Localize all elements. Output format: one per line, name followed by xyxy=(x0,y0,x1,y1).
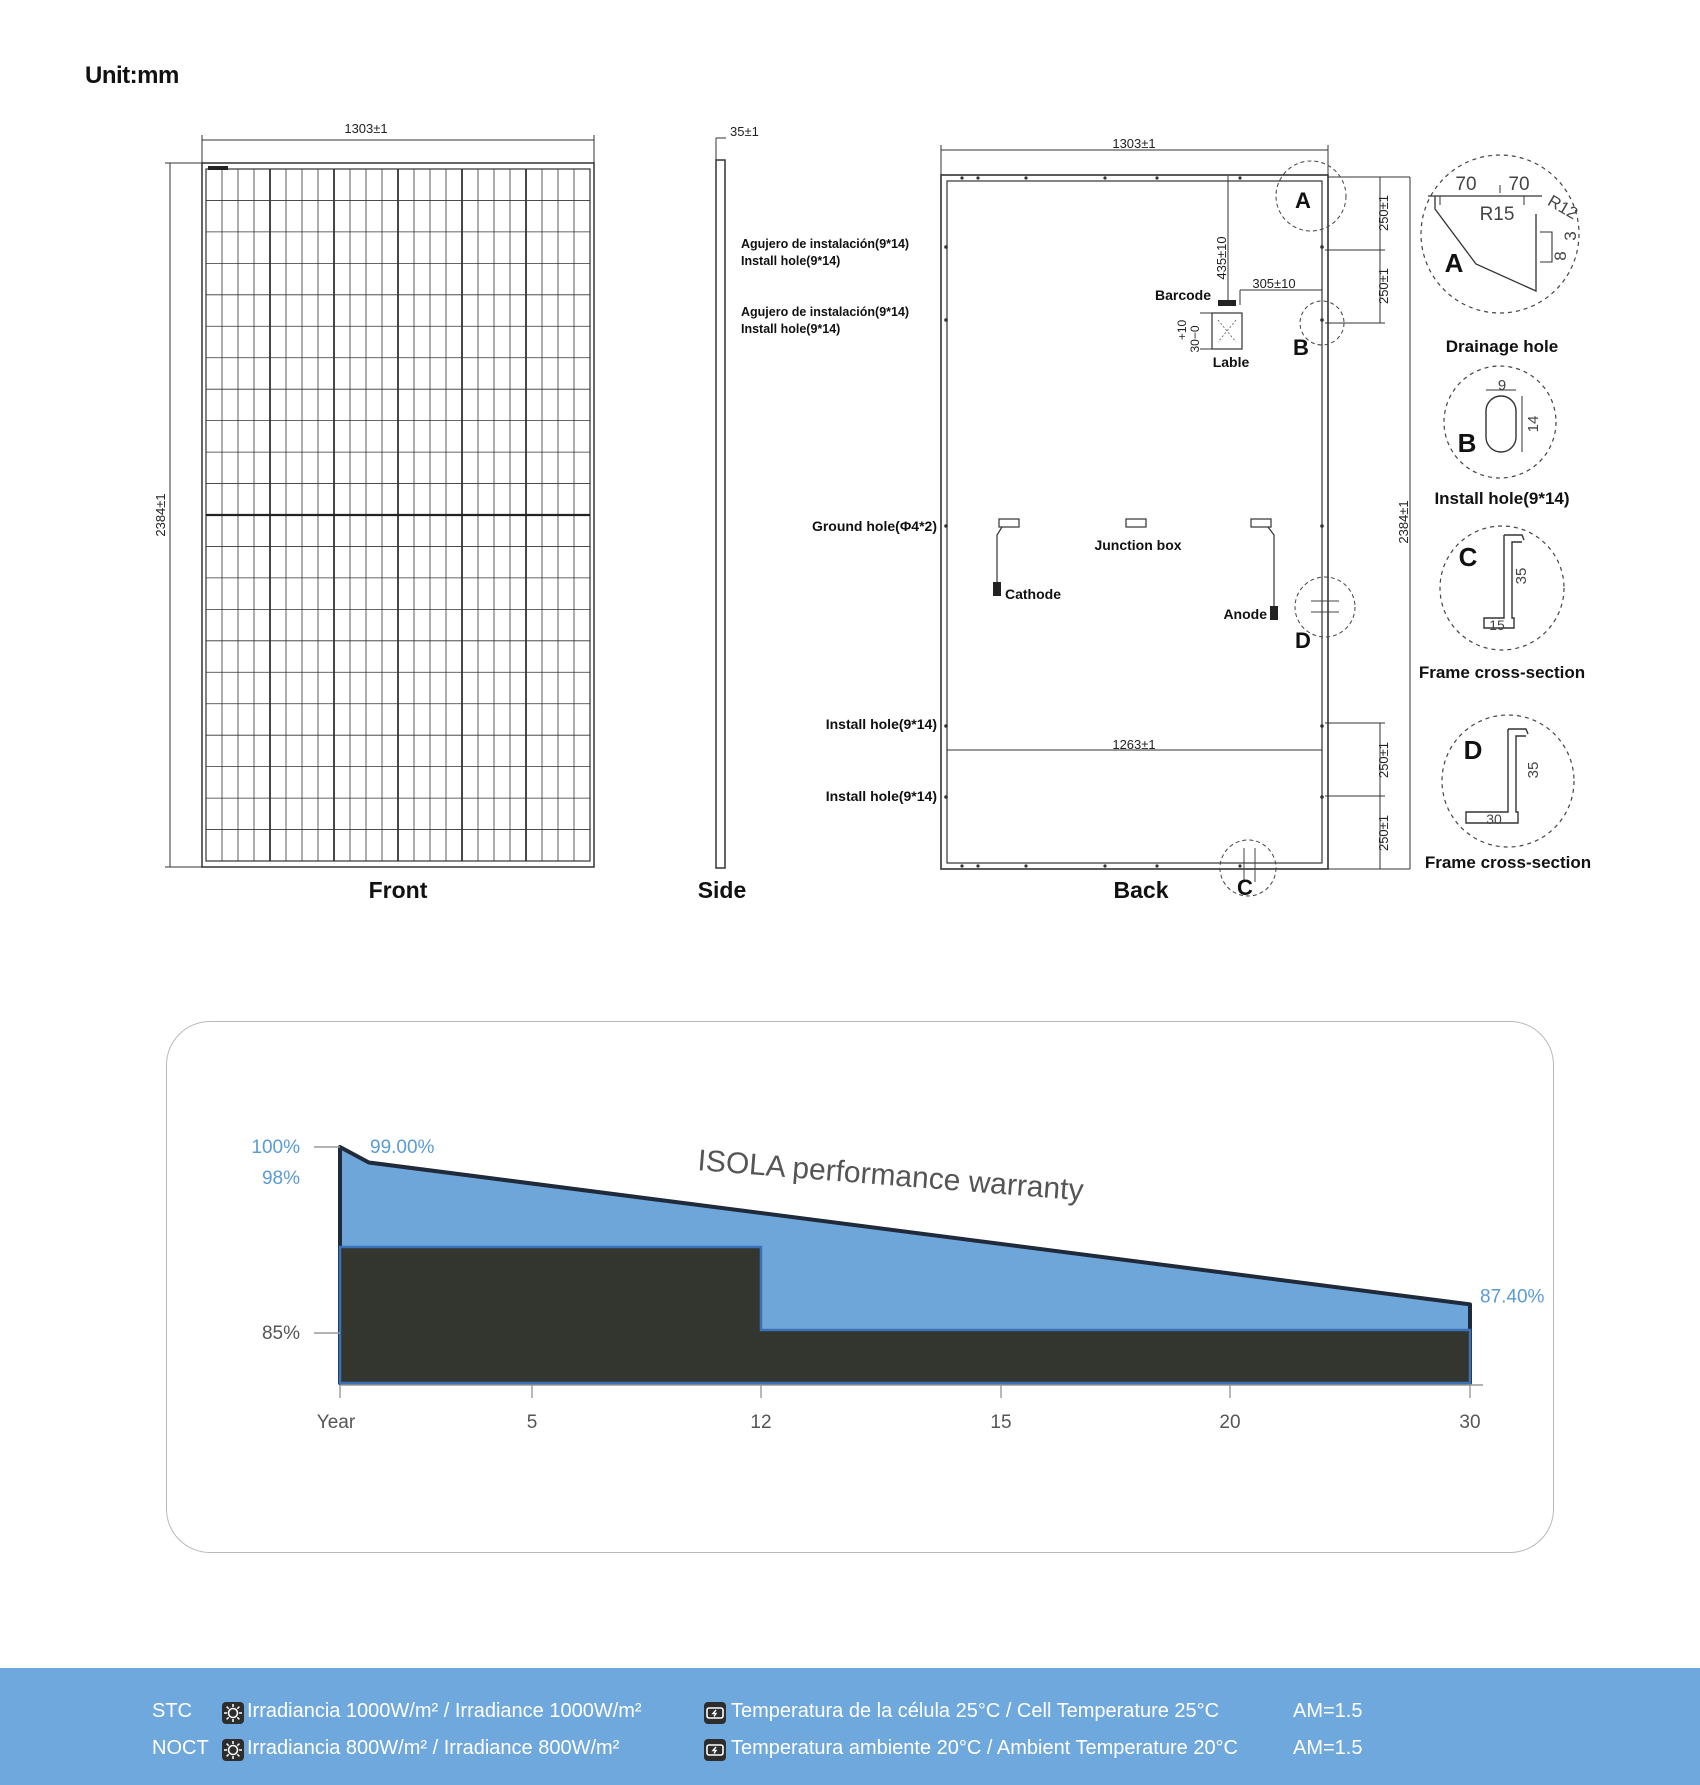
install-hole-label-4: Install hole(9*14) xyxy=(825,788,937,804)
footer-row-name: STC xyxy=(152,1700,192,1722)
detail-a-dim-1: 70 xyxy=(1455,174,1477,195)
install-hole-label-1a: Agujero de instalación(9*14) xyxy=(741,237,910,251)
hole-spacing-dim-3: 250±1 xyxy=(1376,741,1391,779)
ground-hole-label: Ground hole(Φ4*2) xyxy=(811,518,937,534)
footer-irradiance: Irradiancia 1000W/m² / Irradiance 1000W/m² xyxy=(247,1700,642,1722)
detail-a-letter: A xyxy=(1444,248,1464,278)
data-label: 87.40% xyxy=(1480,1286,1545,1308)
detail-c-letter: C xyxy=(1458,542,1478,572)
footer-conditions xyxy=(0,1668,1700,1785)
x-tick-label: 15 xyxy=(990,1412,1012,1433)
barcode-h-dim: 305±10 xyxy=(1252,276,1296,291)
back-height-dim: 2384±1 xyxy=(1396,500,1411,544)
data-label: 99.00% xyxy=(370,1137,435,1158)
footer-am: AM=1.5 xyxy=(1293,1700,1363,1722)
detail-d-letter: D xyxy=(1463,735,1483,765)
front-height-dim: 2384±1 xyxy=(153,493,168,537)
front-title: Front xyxy=(368,877,428,903)
x-tick-label: Year xyxy=(316,1412,356,1433)
detail-a-dim-3: R15 xyxy=(1479,204,1515,225)
detail-a-caption: Drainage hole xyxy=(1445,337,1559,356)
x-tick-label: 30 xyxy=(1459,1412,1481,1433)
install-hole-label-3: Install hole(9*14) xyxy=(825,716,937,732)
detail-c-caption: Frame cross-section xyxy=(1418,663,1586,682)
lable-label: Lable xyxy=(1212,354,1250,370)
unit-label: Unit:mm xyxy=(85,62,179,89)
detail-c-dim-2: 15 xyxy=(1489,617,1505,633)
marker-c: C xyxy=(1237,875,1253,900)
inner-width-dim: 1263±1 xyxy=(1112,737,1156,752)
back-width-dim: 1303±1 xyxy=(1112,136,1156,151)
chart-title: ISOLA performance warranty xyxy=(696,1144,1085,1208)
detail-a-dim-2: 70 xyxy=(1508,174,1530,195)
detail-b-letter: B xyxy=(1457,428,1477,458)
x-tick-label: 20 xyxy=(1219,1412,1241,1433)
side-thickness-dim: 35±1 xyxy=(730,124,759,139)
front-width-dim: 1303±1 xyxy=(344,121,388,136)
marker-d: D xyxy=(1295,628,1311,653)
install-hole-label-2a: Agujero de instalación(9*14) xyxy=(741,305,910,319)
x-tick-label: 12 xyxy=(750,1412,772,1433)
footer-row-stc xyxy=(0,1700,1700,1730)
footer-row-name: NOCT xyxy=(152,1737,209,1759)
barcode-v-dim: 435±10 xyxy=(1214,236,1229,280)
footer-am: AM=1.5 xyxy=(1293,1737,1363,1759)
anode-label: Anode xyxy=(1223,606,1267,622)
footer-temperature: Temperatura ambiente 20°C / Ambient Temperature 20°C xyxy=(731,1737,1239,1759)
detail-d-dim-2: 30 xyxy=(1486,811,1502,827)
sun-icon xyxy=(222,1739,244,1761)
temperature-icon xyxy=(704,1739,726,1761)
detail-a-dim-4: R12 xyxy=(1544,191,1582,224)
detail-c-dim-1: 35 xyxy=(1513,567,1530,585)
marker-b: B xyxy=(1293,335,1309,360)
marker-a: A xyxy=(1295,188,1311,213)
back-title: Back xyxy=(1113,877,1169,903)
hole-spacing-dim-4: 250±1 xyxy=(1376,814,1391,852)
y-tick-label: 100% xyxy=(251,1137,300,1158)
detail-b-caption: Install hole(9*14) xyxy=(1434,489,1570,508)
y-tick-label: 85% xyxy=(261,1323,300,1344)
side-title: Side xyxy=(697,877,747,903)
cathode-label: Cathode xyxy=(1005,586,1061,602)
detail-d-caption: Frame cross-section xyxy=(1424,853,1592,872)
detail-a-dim-5: 3 xyxy=(1561,231,1580,241)
sun-icon xyxy=(222,1702,244,1724)
install-hole-label-2b: Install hole(9*14) xyxy=(741,322,841,336)
footer-temperature: Temperatura de la célula 25°C / Cell Temperature 25°C xyxy=(731,1700,1220,1722)
detail-d-dim-1: 35 xyxy=(1525,761,1542,779)
barcode-label: Barcode xyxy=(1154,287,1212,303)
detail-a-dim-6: 8 xyxy=(1551,251,1570,261)
detail-b-dim-1: 9 xyxy=(1497,377,1507,394)
footer-irradiance: Irradiancia 800W/m² / Irradiance 800W/m² xyxy=(247,1737,620,1759)
install-hole-label-1b: Install hole(9*14) xyxy=(741,254,841,268)
label-dim-a: +10 xyxy=(1175,319,1189,341)
x-tick-label: 5 xyxy=(526,1412,538,1433)
y-tick-label: 98% xyxy=(261,1168,300,1189)
detail-b-dim-2: 14 xyxy=(1525,415,1542,433)
footer-row-noct xyxy=(0,1737,1700,1767)
temperature-icon xyxy=(704,1702,726,1724)
label-dim-b: 30−0 xyxy=(1188,325,1202,353)
hole-spacing-dim-1: 250±1 xyxy=(1376,194,1391,232)
junction-box-label: Junction box xyxy=(1094,537,1182,553)
hole-spacing-dim-2: 250±1 xyxy=(1376,267,1391,305)
